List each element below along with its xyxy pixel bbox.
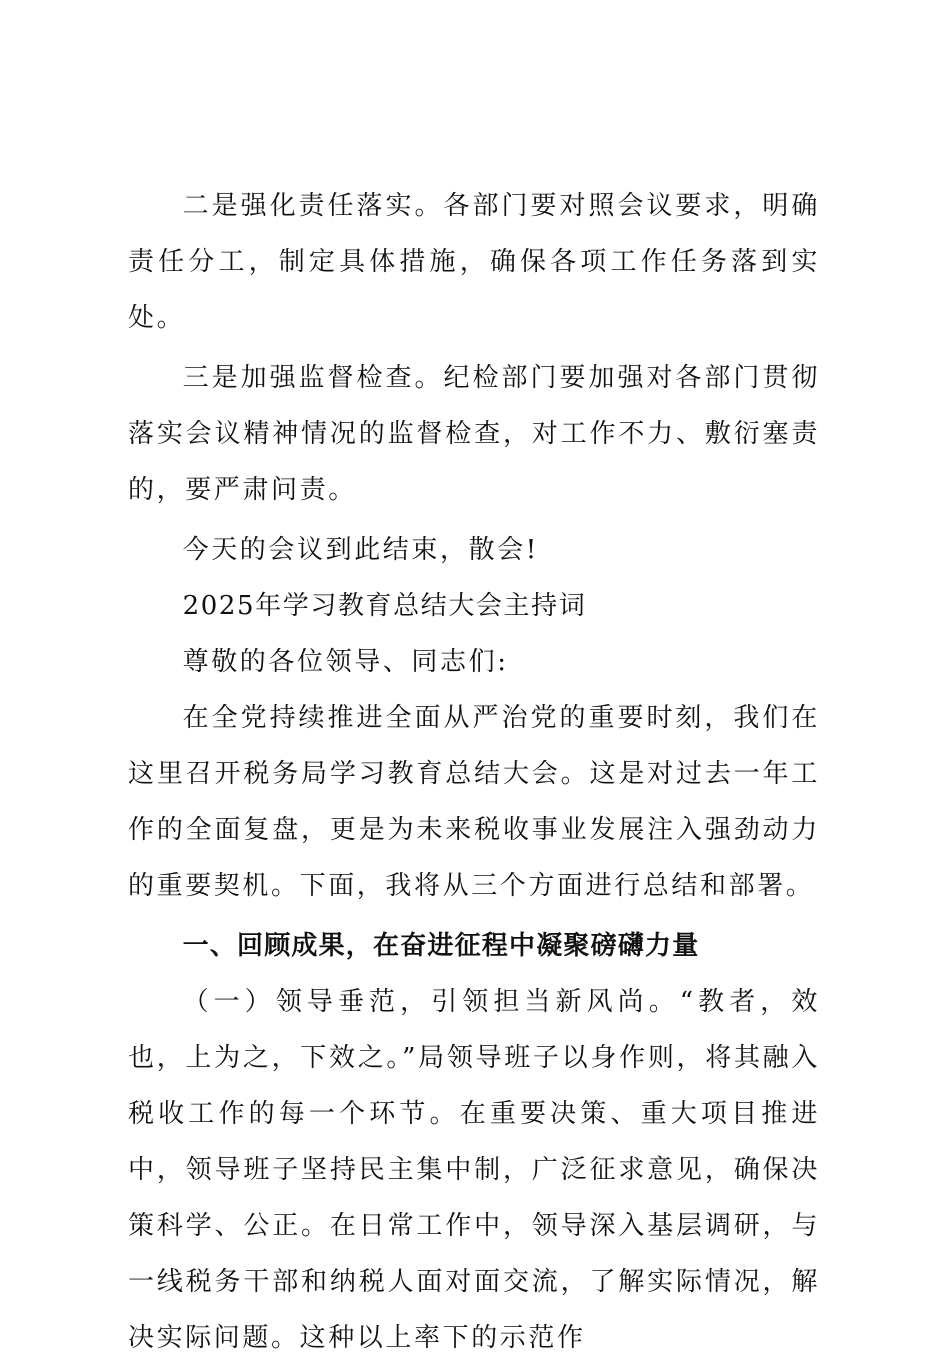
document-title: 2025年学习教育总结大会主持词 (182, 591, 587, 621)
paragraph-supervision: 三是加强监督检查。纪检部门要加强对各部门贯彻落实会议精神情况的监督检查，对工作不力、敷衍塞责的，要严肃问责。 (128, 363, 820, 505)
section-heading-1: 一、回顾成果，在奋进征程中凝聚磅礴力量 (182, 931, 700, 961)
paragraph-leadership: （一）领导垂范，引领担当新风尚。“教者，效也，上为之，下效之。”局领导班子以身作则，将其融入税收工作的每一个环节。在重要决策、重大项目推进中，领导班子坚持民主集中制，广泛征求意见，确保决策科学、公正。在日常工作中，领导深入基层调研，与一线税务干部和纳税人面对面交流，了解实际情况，解决实际问题。这种以上率下的示范作 (128, 987, 820, 1353)
paragraph-responsibility: 二是强化责任落实。各部门要对照会议要求，明确责任分工，制定具体措施，确保各项工作任务落到实处。 (128, 191, 820, 333)
paragraph-meeting-close: 今天的会议到此结束，散会! (182, 535, 539, 565)
salutation: 尊敬的各位领导、同志们: (182, 647, 509, 677)
paragraph-introduction: 在全党持续推进全面从严治党的重要时刻，我们在这里召开税务局学习教育总结大会。这是对过去一年工作的全面复盘，更是为未来税收事业发展注入强劲动力的重要契机。下面，我将从三个方面进行总结和部署。 (128, 703, 820, 901)
document-body (128, 178, 820, 1366)
